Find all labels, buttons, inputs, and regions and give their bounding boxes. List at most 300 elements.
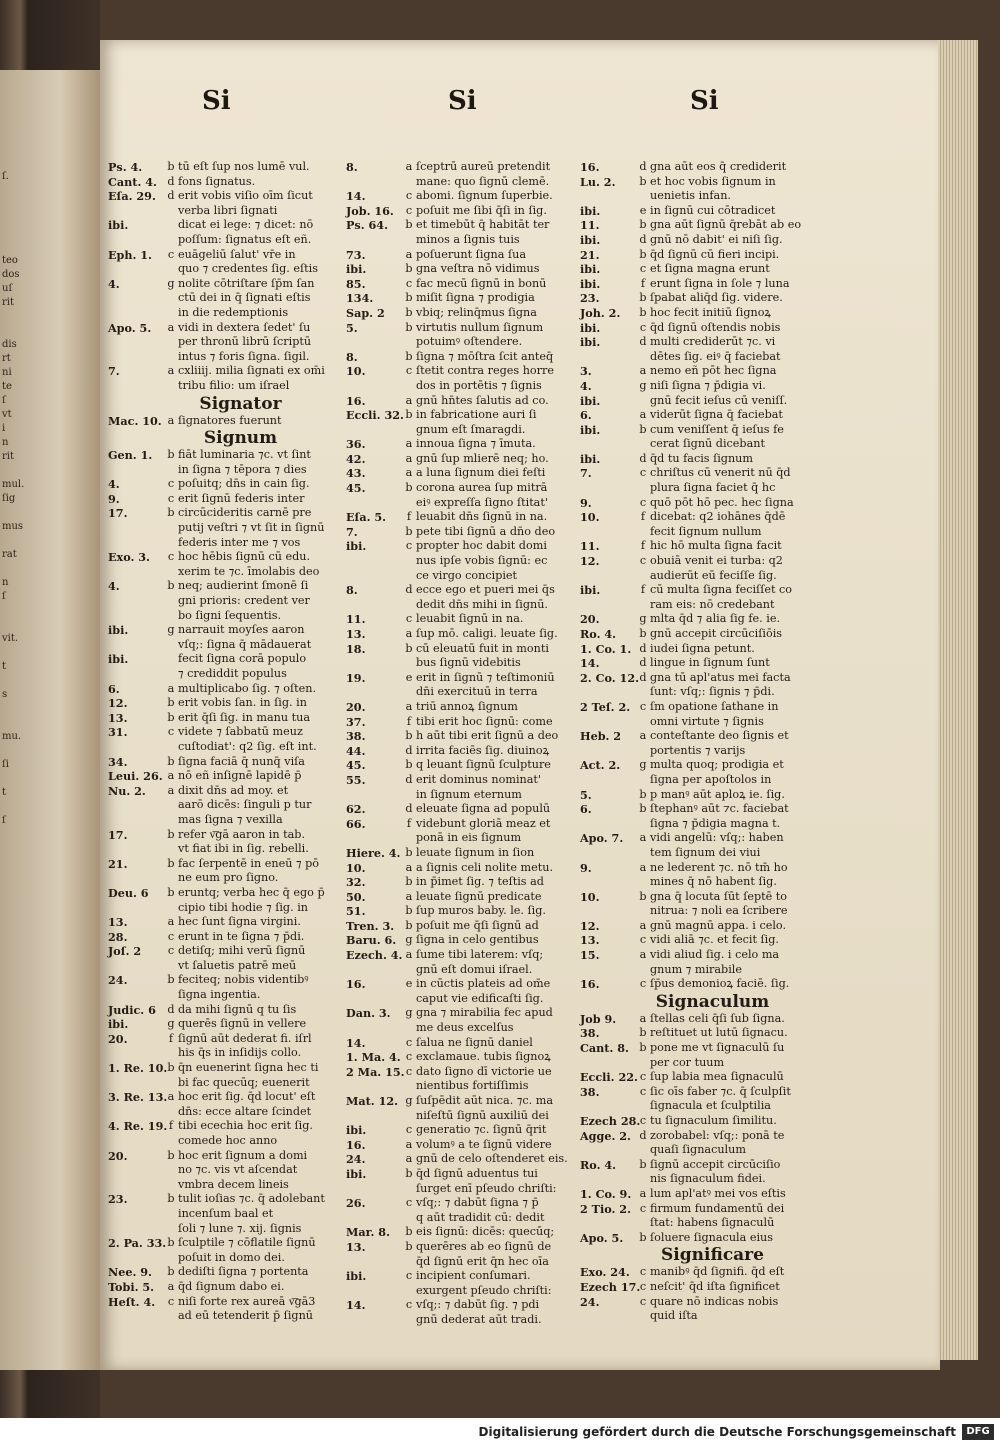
- entry-section-letter: [636, 744, 650, 759]
- entry-section-letter: g: [405, 1094, 413, 1107]
- entry-text: in ſigna ⁊ tēpora ⁊ dies: [178, 462, 307, 476]
- index-entry: [346, 875, 581, 890]
- entry-reference: Nee. 9.: [108, 1265, 152, 1280]
- index-entry: [346, 1036, 581, 1051]
- index-entry: [108, 915, 343, 930]
- index-entry: [580, 1070, 815, 1085]
- entry-section-letter: [402, 423, 416, 438]
- entry-section-letter: [636, 904, 650, 919]
- entry-section-letter: c: [405, 612, 413, 626]
- index-entry: [108, 306, 343, 321]
- entry-reference: Joh. 2.: [580, 305, 621, 320]
- entry-reference: 16.: [346, 1137, 366, 1152]
- index-entry: [346, 890, 581, 905]
- index-entry: [108, 725, 343, 740]
- entry-reference: [346, 788, 402, 803]
- entry-reference: ibi.: [346, 1269, 367, 1284]
- entry-text: omni virtute ⁊ ſignis: [650, 714, 764, 728]
- entry-text: dn̄s: ecce altare ſcindet: [178, 1104, 312, 1118]
- entry-text: hoc fecit initiū ſignoꝝ: [650, 305, 771, 319]
- entry-section-letter: a: [405, 860, 413, 874]
- entry-section-letter: g: [167, 1017, 175, 1031]
- entry-reference: Sap. 2: [346, 305, 385, 320]
- entry-section-letter: [164, 306, 178, 321]
- entry-section-letter: b: [167, 827, 175, 841]
- entry-text: ſuſpēdit aūt nica. ⁊c. ma: [416, 1094, 554, 1107]
- entry-reference: ibi.: [580, 422, 601, 437]
- entry-section-letter: g: [405, 1006, 413, 1020]
- entry-reference: 38.: [580, 1084, 600, 1099]
- entry-text: comede hoc anno: [178, 1134, 278, 1147]
- index-entry: [108, 506, 343, 521]
- entry-reference: Tren. 3.: [346, 918, 395, 933]
- entry-section-letter: c: [639, 933, 647, 947]
- entry-text: fecit ſignum nullum: [650, 524, 762, 538]
- entry-section-letter: [636, 598, 650, 613]
- entry-text: p manꝰ aūt aploꝝ ie. ſig.: [650, 787, 785, 801]
- entry-text: querēs ſignū in vellere: [178, 1017, 307, 1031]
- entry-text: fac ſerpentē in eneū ⁊ pō: [178, 856, 319, 870]
- index-entry: [580, 1309, 815, 1324]
- entry-text: cipio tibi hodie ⁊ ſig. in: [178, 900, 308, 914]
- entry-reference: 12.: [580, 918, 600, 933]
- entry-reference: 4. Re. 19.: [108, 1119, 168, 1134]
- index-entry: [108, 740, 343, 755]
- entry-section-letter: c: [405, 203, 413, 217]
- entry-reference: [108, 667, 164, 682]
- index-entry: [346, 423, 581, 438]
- entry-reference: 17.: [108, 506, 128, 521]
- entry-section-letter: b: [405, 320, 413, 334]
- entry-section-letter: [636, 1099, 650, 1114]
- entry-section-letter: [164, 536, 178, 551]
- index-entry: [108, 175, 343, 190]
- left-page-text: ſ. teo dos uſ rit dis rt ni te ſ vt i n rit mul. ſig mus rat n ſ vit. t s mu. ſi t ſ: [2, 171, 25, 826]
- index-entry: [580, 481, 815, 496]
- entry-reference: ibi.: [580, 232, 601, 247]
- entry-text: hec ſunt ſigna virgini.: [178, 915, 301, 929]
- entry-section-letter: c: [405, 189, 413, 203]
- section-heading: Signator: [199, 393, 282, 414]
- entry-reference: [346, 1255, 402, 1270]
- running-head-right: Si: [690, 86, 719, 116]
- entry-text: mlta q̄d ⁊ alia ſig fe. ie.: [650, 612, 781, 626]
- entry-text: ctū dei in q̄ ſignati eſtis: [178, 291, 311, 305]
- index-entry: [108, 857, 343, 872]
- entry-section-letter: b: [405, 729, 413, 743]
- entry-text: no ⁊c. vis vt aſcendat: [178, 1163, 298, 1177]
- entry-section-letter: a: [167, 1279, 175, 1293]
- entry-reference: Exo. 24.: [580, 1265, 630, 1280]
- entry-section-letter: c: [405, 539, 413, 553]
- entry-section-letter: c: [405, 1035, 413, 1049]
- entry-reference: 44.: [346, 743, 366, 758]
- entry-text: et timebūt q̄ habitāt ter: [416, 218, 550, 232]
- entry-reference: [580, 904, 636, 919]
- entry-reference: [346, 1182, 402, 1197]
- entry-reference: Ezech 28.: [580, 1114, 641, 1128]
- entry-text: querēres ab eo ſignū de: [416, 1239, 552, 1253]
- entry-reference: 7.: [580, 466, 592, 481]
- index-entry: [580, 890, 815, 905]
- entry-section-letter: a: [639, 364, 647, 378]
- entry-section-letter: [164, 901, 178, 916]
- entry-reference: Deu. 6: [108, 885, 149, 900]
- entry-text: tulit ioſias ⁊c. q̄ adolebant: [178, 1192, 325, 1206]
- entry-text: poſſum: ſignatus eſt eñ.: [178, 232, 312, 246]
- entry-text: verba libri ſignati: [178, 203, 278, 217]
- entry-text: h̄ aūt tibi erit ſignū a deo: [416, 729, 559, 743]
- entry-section-letter: b: [405, 262, 413, 276]
- index-entry: [580, 788, 815, 803]
- entry-reference: [580, 481, 636, 496]
- entry-reference: [580, 685, 636, 700]
- entry-reference: 8.: [346, 583, 358, 598]
- entry-text: ſurget enī pſeudo chriſti:: [416, 1181, 557, 1195]
- index-entry: [108, 248, 343, 263]
- entry-reference: [580, 1172, 636, 1187]
- entry-section-letter: a: [405, 437, 413, 451]
- entry-reference: 38.: [580, 1026, 600, 1041]
- entry-text: gna q̄ locuta ſūt ſeptē to: [650, 889, 788, 903]
- entry-text: erit dominus nominat': [416, 772, 541, 786]
- entry-reference: Eccli. 22.: [580, 1070, 638, 1085]
- entry-reference: 1. Re. 10.: [108, 1061, 168, 1076]
- index-entry: [108, 755, 343, 770]
- entry-reference: [108, 565, 164, 580]
- entry-reference: 19.: [346, 670, 366, 685]
- entry-text: a luna ſignum diei feſti: [416, 466, 546, 480]
- entry-reference: [346, 1079, 402, 1094]
- entry-section-letter: b: [167, 1148, 175, 1162]
- entry-section-letter: d: [639, 670, 647, 684]
- entry-text: poſuit me ſibi q̄ſi in ſig.: [416, 203, 547, 217]
- index-entry: [108, 769, 343, 784]
- index-entry: [346, 598, 581, 613]
- entry-text: ſm opatione ſathane in: [650, 699, 779, 713]
- entry-reference: [108, 988, 164, 1003]
- index-entry: [580, 1099, 815, 1114]
- entry-section-letter: [636, 1143, 650, 1158]
- left-page-edge: [0, 70, 100, 1370]
- entry-section-letter: a: [405, 393, 413, 407]
- entry-section-letter: b: [167, 710, 175, 724]
- entry-section-letter: [164, 1222, 178, 1237]
- entry-reference: [580, 569, 636, 584]
- entry-section-letter: [636, 1216, 650, 1231]
- entry-text: ſup labia mea ſignaculū: [650, 1070, 784, 1084]
- entry-section-letter: [164, 565, 178, 580]
- entry-reference: ibi.: [346, 262, 367, 277]
- index-entry: [346, 963, 581, 978]
- index-entry: [346, 335, 581, 350]
- index-entry: [580, 598, 815, 613]
- entry-section-letter: c: [639, 262, 647, 276]
- index-column-1: [108, 160, 343, 1324]
- index-entry: [108, 1192, 343, 1207]
- entry-text: vſq;: ſigna q̄ mādauerat: [178, 637, 312, 651]
- entry-reference: [346, 554, 402, 569]
- entry-text: multa quoq; prodigia et: [650, 758, 784, 772]
- entry-section-letter: [402, 1021, 416, 1036]
- index-entry: [580, 1187, 815, 1202]
- entry-text: bo ſigni ſequentis.: [178, 608, 281, 622]
- index-column-2: [346, 160, 581, 1328]
- entry-text: eruntq; verba hec q̄ ego p̄: [178, 885, 325, 899]
- entry-section-letter: b: [405, 218, 413, 232]
- entry-text: gna ⁊ mirabilia fec apud: [416, 1006, 553, 1020]
- entry-text: dos in portētis ⁊ ſignis: [416, 378, 542, 392]
- entry-text: vſq;: ⁊ dabūt ſig. ⁊ pdi: [416, 1298, 540, 1312]
- entry-section-letter: d: [639, 335, 647, 349]
- entry-text: per cor tuum: [650, 1055, 725, 1069]
- entry-section-letter: [402, 831, 416, 846]
- entry-reference: 73.: [346, 247, 366, 262]
- entry-reference: [108, 1076, 164, 1091]
- entry-section-letter: [164, 638, 178, 653]
- index-entry: [346, 1182, 581, 1197]
- entry-reference: [108, 813, 164, 828]
- entry-section-letter: a: [167, 681, 175, 695]
- entry-text: hoc erit ſignum a domi: [178, 1148, 308, 1162]
- entry-reference: 42.: [346, 451, 366, 466]
- entry-text: me deus excelſus: [416, 1021, 514, 1035]
- entry-text: ſceptrū aureū pretendit: [416, 160, 551, 173]
- entry-section-letter: [402, 788, 416, 803]
- entry-text: intus ⁊ foris ſigna. ſigil.: [178, 349, 310, 363]
- index-entry: [580, 1172, 815, 1187]
- entry-text: gnū ſup mlierē neq; ho.: [416, 451, 549, 465]
- index-entry: [346, 729, 581, 744]
- entry-text: exclamaue. tubis ſignoꝝ: [416, 1050, 551, 1064]
- index-entry: [108, 1309, 343, 1324]
- entry-text: pone me vt ſignaculū ſu: [650, 1041, 785, 1055]
- entry-reference: [346, 598, 402, 613]
- entry-text: ſignacula et ſculptilia: [650, 1099, 771, 1113]
- entry-section-letter: [402, 175, 416, 190]
- entry-reference: 6.: [580, 802, 592, 817]
- index-entry: [580, 846, 815, 861]
- index-entry: [346, 1196, 581, 1211]
- entry-reference: ibi.: [580, 393, 601, 408]
- entry-text: q̄d ſignū erit q̄n hec oīa: [416, 1254, 549, 1268]
- entry-text: ram eis: nō credebant: [650, 597, 775, 611]
- entry-text: incenſum baal et: [178, 1206, 274, 1220]
- entry-reference: 12.: [580, 554, 600, 569]
- index-entry: [346, 948, 581, 963]
- entry-reference: 11.: [580, 218, 600, 233]
- entry-section-letter: b: [167, 885, 175, 899]
- entry-section-letter: b: [167, 1061, 175, 1075]
- entry-text: cū multa ſigna feciſſet co: [650, 583, 793, 597]
- entry-section-letter: b: [167, 1192, 175, 1206]
- entry-text: tu ſignaculum ſimilitu.: [650, 1114, 777, 1127]
- entry-reference: 17.: [108, 827, 128, 842]
- entry-reference: 1. Ma. 4.: [346, 1050, 401, 1065]
- entry-reference: ibi.: [580, 203, 601, 218]
- entry-reference: 2 Ma. 15.: [346, 1064, 405, 1079]
- entry-text: leuate ſignum in ſion: [416, 845, 535, 859]
- entry-text: vt ſaluetis patrē meū: [178, 958, 297, 972]
- entry-section-letter: b: [167, 973, 175, 987]
- index-entry: [346, 394, 581, 409]
- entry-reference: 9.: [108, 491, 120, 506]
- index-entry: [346, 277, 581, 292]
- entry-reference: Dan. 3.: [346, 1006, 391, 1021]
- entry-text: hoc hēbis ſignū cū edu.: [178, 550, 311, 564]
- entry-text: propter hoc dabit domi: [416, 539, 547, 553]
- index-entry: [108, 667, 343, 682]
- entry-text: mines q̄ nō habent ſig.: [650, 875, 777, 889]
- entry-section-letter: d: [639, 1128, 647, 1142]
- entry-text: circūcideritis carnē pre: [178, 506, 312, 520]
- entry-text: xerim te ⁊c. īmolabis deo: [178, 564, 320, 578]
- entry-section-letter: [402, 569, 416, 584]
- entry-section-letter: f: [640, 539, 646, 553]
- entry-section-letter: b: [639, 1157, 647, 1171]
- entry-reference: [108, 842, 164, 857]
- index-entry: [580, 437, 815, 452]
- entry-text: ne eum pro ſigno.: [178, 871, 279, 885]
- entry-text: eleuate ſigna ad populū: [416, 802, 551, 816]
- index-entry: [580, 189, 815, 204]
- entry-text: gna tū apl'atus mei facta: [650, 670, 791, 684]
- entry-text: q̄d ſignū oſtendis nobis: [650, 320, 781, 334]
- entry-text: quare nō indicas nobis: [650, 1294, 779, 1308]
- entry-section-letter: d: [639, 641, 647, 655]
- entry-reference: 37.: [346, 714, 366, 729]
- entry-section-letter: b: [405, 845, 413, 859]
- entry-text: incipient conſumari.: [416, 1269, 531, 1283]
- entry-text: nientibus fortiſſimis: [416, 1079, 529, 1093]
- entry-text: ſtetit contra reges horre: [416, 364, 554, 378]
- entry-text: iudei ſigna petunt.: [650, 641, 755, 655]
- index-entry: [108, 1207, 343, 1222]
- entry-section-letter: c: [639, 554, 647, 568]
- entry-reference: [580, 744, 636, 759]
- entry-text: nitrua: ⁊ noli ea ſcribere: [650, 904, 788, 918]
- index-entry: [580, 875, 815, 890]
- entry-text: in cūctis plateis ad om̄e: [416, 977, 551, 991]
- entry-section-letter: b: [405, 875, 413, 889]
- entry-text: ponā in eis ſignum: [416, 831, 522, 845]
- entry-section-letter: b: [639, 889, 647, 903]
- entry-text: gnum ⁊ mirabile: [650, 962, 742, 976]
- entry-section-letter: [402, 1255, 416, 1270]
- entry-reference: 1. Co. 9.: [580, 1186, 632, 1201]
- entry-text: gnū eſt domui iſrael.: [416, 962, 533, 976]
- entry-text: chriſtus cū venerit nū q̄d: [650, 466, 791, 480]
- index-entry: [580, 204, 815, 219]
- entry-text: his q̄s in inſidijs collo.: [178, 1046, 302, 1060]
- entry-section-letter: d: [167, 174, 175, 188]
- index-entry: [346, 1065, 581, 1080]
- entry-section-letter: c: [167, 1294, 175, 1308]
- entry-text: ce virgo concipiet: [416, 568, 518, 582]
- entry-text: gnū dederat aūt tradi.: [416, 1312, 542, 1326]
- index-entry: [580, 1129, 815, 1144]
- entry-text: dixit dn̄s ad moy. et: [178, 783, 289, 797]
- entry-section-letter: [164, 335, 178, 350]
- entry-section-letter: c: [639, 1294, 647, 1308]
- entry-section-letter: b: [167, 506, 175, 520]
- index-entry: [108, 160, 343, 175]
- entry-reference: [580, 875, 636, 890]
- entry-reference: 10.: [580, 889, 600, 904]
- entry-text: triū annoꝝ ſignum: [416, 699, 518, 713]
- entry-reference: Mar. 8.: [346, 1225, 390, 1240]
- entry-reference: 43.: [346, 466, 366, 481]
- entry-text: niſeſtū ſignū auxiliū dei: [416, 1108, 549, 1122]
- index-entry: [108, 521, 343, 536]
- index-entry: [108, 448, 343, 463]
- entry-text: mas ſigna ⁊ vexilla: [178, 812, 283, 826]
- entry-reference: [108, 1134, 164, 1149]
- entry-reference: [346, 1109, 402, 1124]
- index-entry: [580, 423, 815, 438]
- entry-reference: Ro. 4.: [580, 627, 617, 641]
- entry-section-letter: a: [167, 783, 175, 797]
- index-entry: [108, 711, 343, 726]
- index-entry: [346, 452, 581, 467]
- index-entry: [346, 846, 581, 861]
- entry-reference: 13.: [108, 915, 128, 930]
- entry-section-letter: g: [167, 623, 175, 637]
- index-entry: [580, 933, 815, 948]
- entry-reference: [108, 233, 164, 248]
- entry-reference: [108, 379, 164, 394]
- entry-reference: [108, 335, 164, 350]
- entry-section-letter: c: [639, 1201, 647, 1215]
- entry-reference: Nu. 2.: [108, 783, 146, 798]
- entry-reference: Leui. 26.: [108, 769, 163, 784]
- entry-section-letter: [402, 1284, 416, 1299]
- index-entry: [108, 798, 343, 813]
- index-entry: [108, 233, 343, 248]
- index-entry: [580, 802, 815, 817]
- entry-text: ſtellas celi q̄ſi ſub ſigna.: [650, 1011, 785, 1025]
- index-entry: [580, 1265, 815, 1280]
- index-entry: [580, 758, 815, 773]
- entry-reference: [346, 1284, 402, 1299]
- index-column-3: [580, 160, 815, 1324]
- entry-reference: [108, 521, 164, 536]
- entry-section-letter: a: [405, 699, 413, 713]
- entry-text: lingue in ſignum ſunt: [650, 656, 770, 670]
- index-entry: [108, 1265, 343, 1280]
- index-entry: [346, 204, 581, 219]
- entry-text: q̄n euenerint ſigna hec ti: [178, 1061, 319, 1075]
- entry-section-letter: b: [405, 641, 413, 655]
- entry-reference: Eſa. 29.: [108, 189, 156, 204]
- entry-text: ad eū tetenderit p̄ ſignū: [178, 1309, 313, 1323]
- entry-reference: 3.: [580, 364, 592, 379]
- index-entry: [108, 477, 343, 492]
- index-entry: [580, 700, 815, 715]
- index-entry: [346, 525, 581, 540]
- entry-section-letter: [636, 817, 650, 832]
- entry-reference: Hiere. 4.: [346, 845, 401, 860]
- entry-reference: Tobi. 5.: [108, 1279, 155, 1294]
- entry-section-letter: [164, 667, 178, 682]
- entry-section-letter: [164, 1309, 178, 1324]
- index-entry: [346, 539, 581, 554]
- entry-section-letter: [402, 963, 416, 978]
- entry-section-letter: [164, 1134, 178, 1149]
- entry-text: potuimꝰ oſtendere.: [416, 335, 523, 349]
- index-entry: [108, 364, 343, 379]
- index-entry: [580, 1041, 815, 1056]
